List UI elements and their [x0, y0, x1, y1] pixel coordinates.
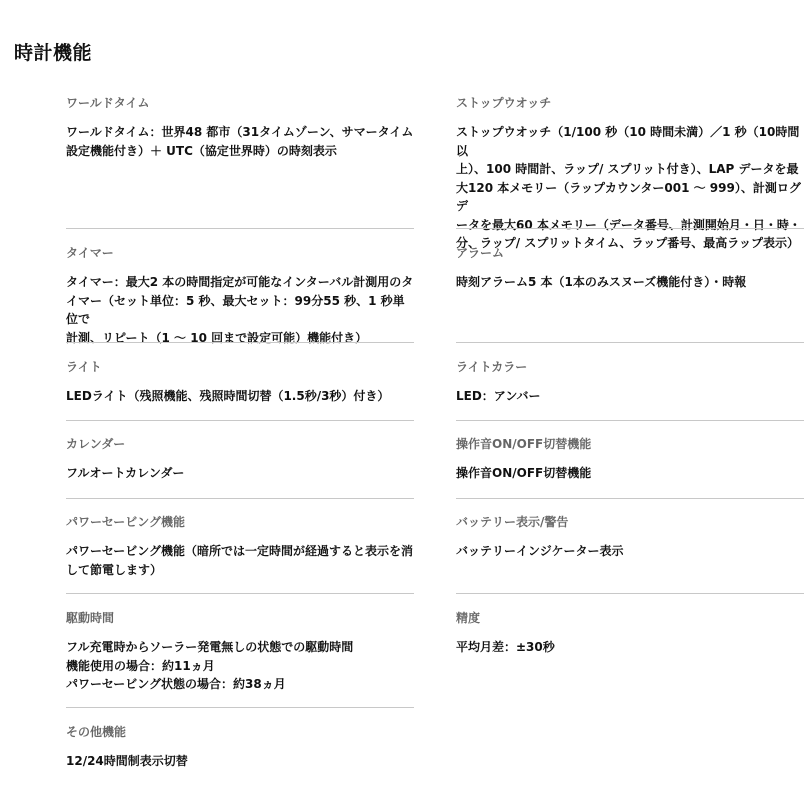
spec-value: ワールドタイム：世界48 都市（31タイムゾーン、サマータイム 設定機能付き）＋ UTC（協定世界時）の時刻表示 [66, 125, 414, 158]
spec-value: 平均月差：±30秒 [456, 640, 555, 654]
spec-sound-toggle [456, 436, 804, 499]
spec-label: 精度 [456, 611, 481, 625]
spec-other-functions [66, 724, 414, 784]
spec-value: 操作音ON/OFF切替機能 [456, 466, 592, 480]
spec-world-time [66, 95, 414, 229]
spec-label: ワールドタイム [66, 96, 150, 110]
spec-label: アラーム [456, 246, 505, 260]
spec-battery [456, 514, 804, 594]
spec-label: ライト [66, 360, 102, 374]
spec-operating-time [66, 610, 414, 708]
spec-value: ストップウオッチ（1/100 秒（10 時間未満）／1 秒（10時間以 上）、100 時間計、ラップ/ スプリット付き）、LAP データを最 大120 本メモリー（ラップカウンター001 ～ 999）、計測ログデ ータを最大60 本メモリー（データ番号、計測開始月・日・時・ 分、ラップ/ スプリットタイム、ラップ番号、最高ラップ表示） [456, 125, 801, 250]
spec-value: タイマー：最大2 本の時間指定が可能なインターバル計測用のタ イマー（セット単位：5 秒、最大セット：99分55 秒、1 秒単位で 計測、リピート（1 ～ 10 回まで設定可能）機能付き） [66, 275, 414, 345]
spec-label: ライトカラー [456, 360, 528, 374]
spec-value: 12/24時間制表示切替 [66, 754, 188, 768]
spec-value: フルオートカレンダー [66, 466, 185, 480]
spec-value: フル充電時からソーラー発電無しの状態での駆動時間 機能使用の場合：約11ヵ月 パワーセービング状態の場合：約38ヵ月 [66, 640, 354, 691]
spec-value: パワーセービング機能（暗所では一定時間が経過すると表示を消 して節電します） [66, 544, 414, 577]
spec-label: ストップウオッチ [456, 96, 552, 110]
spec-label: その他機能 [66, 725, 127, 739]
spec-value: バッテリーインジケーター表示 [456, 544, 624, 558]
spec-value: LEDライト（残照機能、残照時間切替（1.5秒/3秒）付き） [66, 389, 390, 403]
spec-value: LED：アンバー [456, 389, 541, 403]
spec-label: 操作音ON/OFF切替機能 [456, 437, 592, 451]
spec-alarm [456, 245, 804, 343]
spec-power-saving [66, 514, 414, 594]
spec-label: タイマー [66, 246, 114, 260]
spec-light [66, 359, 414, 421]
spec-label: パワーセービング機能 [66, 515, 186, 529]
spec-calendar [66, 436, 414, 499]
spec-label: カレンダー [66, 437, 126, 451]
spec-light-color [456, 359, 804, 421]
spec-label: バッテリー表示/警告 [456, 515, 569, 529]
spec-value: 時刻アラーム5 本（1本のみスヌーズ機能付き）・時報 [456, 275, 747, 289]
spec-timer [66, 245, 414, 343]
spec-accuracy [456, 610, 804, 708]
spec-stopwatch [456, 95, 804, 250]
spec-label: 駆動時間 [66, 611, 115, 625]
page-title: 時計機能 [14, 42, 93, 64]
